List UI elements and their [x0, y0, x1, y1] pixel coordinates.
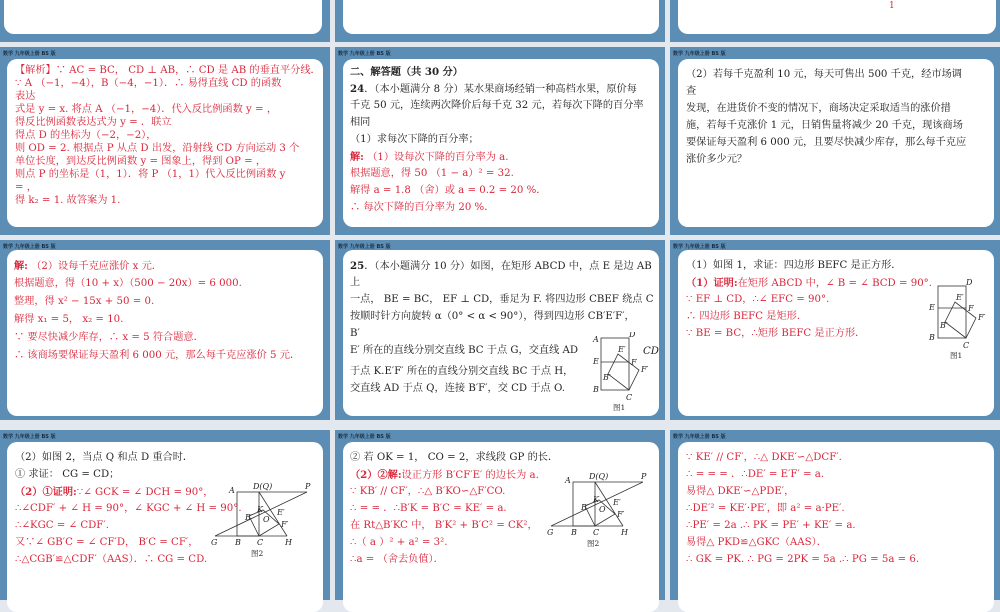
question-line: （2）若每千克盈利 10 元，每天可售出 500 千克，经市场调 [686, 69, 962, 80]
svg-text:B: B [571, 528, 577, 537]
answer-text: （1）设每次下降的百分率为 a. [367, 152, 509, 163]
answer-line: ∴ 该商场要保证每天盈利 6 000 元，那么每千克应涨价 5 元． [14, 350, 301, 361]
answer-label: 解: [350, 151, 364, 163]
proof-line: ∴ 四边形 BEFC 是矩形． [686, 311, 808, 322]
slide-proof-part2-1 [0, 430, 330, 600]
solution-line: ∴（ a ）² + a² = 3². [350, 537, 448, 548]
question-number: 24 [350, 83, 365, 95]
analysis-line: = ， [15, 182, 37, 193]
solution-label: （2）②解: [350, 469, 402, 481]
answer-label: 解: [14, 260, 28, 272]
svg-text:K: K [257, 505, 263, 514]
answer-line: 解得 x₁ = 5， x₂ = 10. [14, 314, 124, 325]
question-line: 发现，在进货价不变的情况下，商场决定采取适当的涨价措 [686, 103, 951, 114]
stray-text: CD [643, 346, 659, 357]
answer-text: （2）设每千克应涨价 x 元． [31, 261, 162, 272]
slide-card [343, 442, 659, 612]
slide-question-24 [335, 47, 665, 235]
svg-text:K: K [593, 495, 599, 504]
svg-text:C: C [257, 538, 264, 547]
proof-line: ∴△CGB′≌△CDF′（AAS）．∴ CG = CD. [15, 554, 208, 565]
slide-top-3 [670, 0, 1000, 42]
proof-line [686, 277, 932, 290]
solution-text: 设正方形 B′CF′E′ 的边长为 a. [401, 470, 539, 481]
svg-text:E′: E′ [956, 293, 964, 302]
question-line: 相同 [350, 117, 371, 128]
question-line: B′ [350, 328, 360, 339]
slide-answer-24-part2 [0, 240, 330, 420]
question-line: ② 若 OK = 1， CO = 2，求线段 GP 的长． [350, 452, 559, 463]
slide-header-label: 数学 九年级上册 BS 版 [338, 434, 391, 440]
svg-text:B: B [235, 538, 241, 547]
figure-caption: 图2 [251, 549, 264, 558]
svg-text:D: D [629, 332, 636, 339]
solution-line: ∴DE′² = KE′·PE′，即 a² = a·PE′. [686, 503, 845, 514]
slide-header-label: 数学 九年级上册 BS 版 [673, 244, 726, 250]
solution-line: ∴ = = ．∴B′K = B′C = KE′ = a. [350, 503, 507, 514]
answer-line: ∴ 每次下降的百分率为 20 %． [350, 202, 495, 213]
svg-text:B: B [593, 385, 599, 394]
svg-text:C: C [963, 341, 970, 350]
analysis-line: 单位长度，到达反比例函数 y = 图象上，得到 OP = ， [15, 156, 267, 167]
question-text: ．（本小题满分 10 分）如图，在矩形 ABCD 中，点 E 是边 AB [364, 261, 652, 272]
slide-card [7, 250, 323, 416]
svg-text:C: C [593, 528, 600, 537]
svg-text:O: O [599, 505, 606, 514]
svg-text:G: G [211, 538, 218, 547]
solution-line: ∴PE′ = 2a .∴ PK = PE′ + KE′ = a. [686, 520, 856, 531]
figure-caption: 图2 [587, 539, 600, 548]
slide-header-label: 数学 九年级上册 BS 版 [338, 51, 391, 57]
solution-line: ∴a = （舍去负值）． [350, 554, 444, 565]
proof-label: （1）证明: [686, 277, 738, 289]
svg-text:D(Q): D(Q) [589, 472, 609, 481]
svg-text:H: H [285, 538, 292, 547]
slide-question-24-part2 [670, 47, 1000, 235]
question-line: 施，若每千克涨价 1 元，日销售量将减少 20 千克，现该商场 [686, 120, 963, 131]
proof-line: ∵ EF ⊥ CD，∴∠ EFC = 90°. [686, 294, 830, 305]
proof-label: （2）①证明: [15, 486, 77, 498]
solution-line: ∵ KE′ // CF′，∴△ DKE′∽△DCF′. [686, 452, 842, 463]
svg-text:F′: F′ [281, 520, 289, 529]
partial-answer-text: 1 [889, 1, 895, 11]
answer-line: 根据题意，得 50 （1 − a）² = 32. [350, 168, 514, 179]
slide-header-label: 数学 九年级上册 BS 版 [673, 434, 726, 440]
slide-header-label: 数学 九年级上册 BS 版 [3, 244, 56, 250]
svg-text:A: A [593, 335, 599, 344]
answer-line [350, 151, 508, 164]
slide-analysis [0, 47, 330, 235]
slide-top-2 [335, 0, 665, 42]
question-line: 一点， BE = BC， EF ⊥ CD，垂足为 F. 将四边形 CBEF 绕点 C [350, 294, 654, 305]
proof-line: ∴∠CDF′ + ∠ H = 90°，∠ KGC + ∠ H = 90°. [15, 503, 242, 514]
section-title: 二、解答题（共 30 分） [350, 66, 463, 78]
svg-text:B′: B′ [940, 321, 948, 330]
question-line [350, 260, 652, 273]
analysis-line: 得反比例函数表达式为 y = ．联立 [15, 117, 172, 128]
slide-header-label: 数学 九年级上册 BS 版 [3, 51, 56, 57]
slide-card [7, 59, 323, 227]
analysis-line: 表达 [15, 91, 36, 102]
answer-line: ∵ 要尽快减少库存，∴ x = 5 符合题意． [14, 332, 204, 343]
svg-text:D(Q): D(Q) [253, 482, 273, 491]
slide-card [343, 0, 659, 34]
solution-line: 在 Rt△B′KC 中， B′K² + B′C² = CK²， [350, 520, 538, 531]
question-line: 交直线 AD 于点 Q，连接 B′F′，交 CD 于点 O. [350, 383, 565, 394]
figure-1 [926, 278, 988, 360]
svg-text:G: G [547, 528, 554, 537]
proof-text: ∵∠ GCK = ∠ DCH = 90°， [76, 487, 214, 498]
svg-text:B: B [929, 333, 935, 342]
solution-line: ∵ KB′ // CF′，∴△ B′KO∽△F′CO. [350, 486, 506, 497]
svg-text:H: H [621, 528, 628, 537]
figure-2 [207, 482, 317, 562]
slide-header-label: 数学 九年级上册 BS 版 [3, 434, 56, 440]
svg-text:P: P [641, 472, 647, 481]
svg-text:F′: F′ [978, 313, 986, 322]
question-text: ．（本小题满分 8 分）某水果商场经销一种高档水果，原价每 [364, 84, 637, 95]
question-line: 按顺时针方向旋转 α（0° < α < 90°），得到四边形 CB′E′F′， [350, 311, 635, 322]
svg-text:E′: E′ [613, 498, 621, 507]
answer-line: 整理，得 x² − 15x + 50 = 0. [14, 296, 155, 307]
analysis-line: ∵ A （−1，−4），B（−4，−1）．∴ 易得直线 CD 的函数 [15, 78, 282, 89]
svg-text:B′: B′ [245, 513, 253, 522]
solution-line: 易得△ DKE′∽△PDE′， [686, 486, 795, 497]
slide-solution-continued [670, 430, 1000, 600]
question-line: ① 求证： CG = CD； [15, 469, 120, 480]
analysis-line: 则点 P 的坐标是（1，1）．将 P （1，1）代入反比例函数 y [15, 169, 286, 180]
proof-line [15, 486, 214, 499]
svg-text:B′: B′ [603, 373, 611, 382]
answer-line: 解得 a = 1.8 （舍）或 a = 0.2 = 20 %． [350, 185, 547, 196]
slide-question-25 [335, 240, 665, 420]
svg-text:A: A [565, 476, 571, 485]
svg-text:P: P [305, 482, 311, 491]
slide-solution-part2-2 [335, 430, 665, 600]
answer-line: 根据题意，得（10 + x）（500 − 20x）= 6 000. [14, 278, 242, 289]
question-line: 于点 K.E′F′ 所在的直线分别交直线 BC 于点 H， [350, 366, 574, 377]
figure-1 [591, 332, 649, 412]
slide-card [4, 0, 322, 34]
solution-line: ∴ = = = ．∴DE′ = E′F′ = a. [686, 469, 825, 480]
slide-card [343, 59, 659, 227]
analysis-line: 式是 y = x. 将点 A （−1，−4）．代入反比例函数 y = ， [15, 104, 278, 115]
answer-line [14, 260, 162, 273]
slide-card [678, 0, 996, 34]
solution-line: 易得△ PKD≌△GKC（AAS）． [686, 537, 827, 548]
proof-text: 在矩形 ABCD 中，∠ B = ∠ BCD = 90°. [737, 278, 933, 289]
question-line: 查 [686, 86, 697, 97]
solution-line [350, 469, 539, 482]
figure-caption: 图1 [950, 351, 963, 360]
svg-text:E: E [593, 357, 599, 366]
svg-text:B′: B′ [581, 503, 589, 512]
svg-text:E′: E′ [618, 345, 626, 354]
proof-line: ∵ BE = BC，∴矩形 BEFC 是正方形． [686, 328, 866, 339]
proof-line: 又∵∠ GB′C = ∠ CF′D， B′C = CF′， [15, 537, 199, 548]
svg-text:D: D [966, 278, 973, 287]
figure-2 [543, 472, 653, 552]
question-line: 要保证每天盈利 6 000 元，且要尽快减少库存，那么每千克应 [686, 137, 967, 148]
slide-proof-part1 [670, 240, 1000, 420]
solution-line: ∴ GK = PK. ∴ PG = 2PK = 5a .∴ PG = 5a = 6. [686, 554, 920, 565]
analysis-line: 得 k₂ = 1. 故答案为 1. [15, 195, 121, 206]
question-line: （1）求每次下降的百分率； [350, 134, 479, 145]
question-line: （2）如图 2，当点 Q 和点 D 重合时． [15, 452, 194, 463]
svg-text:E: E [929, 303, 935, 312]
svg-text:F: F [631, 358, 637, 367]
slide-card [678, 250, 994, 416]
slide-card [343, 250, 659, 416]
question-line: 上 [350, 277, 361, 288]
question-line: E′ 所在的直线分别交直线 BC 于点 G，交直线 AD [350, 345, 579, 356]
slide-card [678, 442, 994, 612]
slide-top-1 [0, 0, 330, 42]
svg-text:F′: F′ [641, 365, 649, 374]
analysis-line: 则 OD = 2. 根据点 P 从点 D 出发，沿射线 CD 方向运动 3 个 [15, 143, 300, 154]
svg-text:C: C [626, 393, 633, 402]
svg-text:O: O [263, 515, 270, 524]
slide-card [7, 442, 323, 612]
svg-text:F: F [968, 304, 974, 313]
slide-card [678, 59, 994, 227]
question-number: 25 [350, 260, 365, 272]
analysis-line: 【解析】∵ AC = BC， CD ⊥ AB，∴ CD 是 AB 的垂直平分线． [15, 65, 321, 76]
analysis-line: 得点 D 的坐标为（−2，−2）， [15, 130, 157, 141]
question-line [350, 83, 637, 96]
proof-line: ∴∠KGC = ∠ CDF′. [15, 520, 109, 531]
question-line: （1）如图 1，求证：四边形 BEFC 是正方形． [686, 260, 902, 271]
question-line: 千克 50 元，连续两次降价后每千克 32 元，若每次下降的百分率 [350, 100, 644, 111]
svg-text:A: A [229, 486, 235, 495]
question-line: 涨价多少元？ [686, 154, 748, 165]
svg-text:E′: E′ [277, 508, 285, 517]
svg-text:F′: F′ [617, 510, 625, 519]
slide-header-label: 数学 九年级上册 BS 版 [673, 51, 726, 57]
slide-header-label: 数学 九年级上册 BS 版 [338, 244, 391, 250]
figure-caption: 图1 [613, 403, 626, 412]
